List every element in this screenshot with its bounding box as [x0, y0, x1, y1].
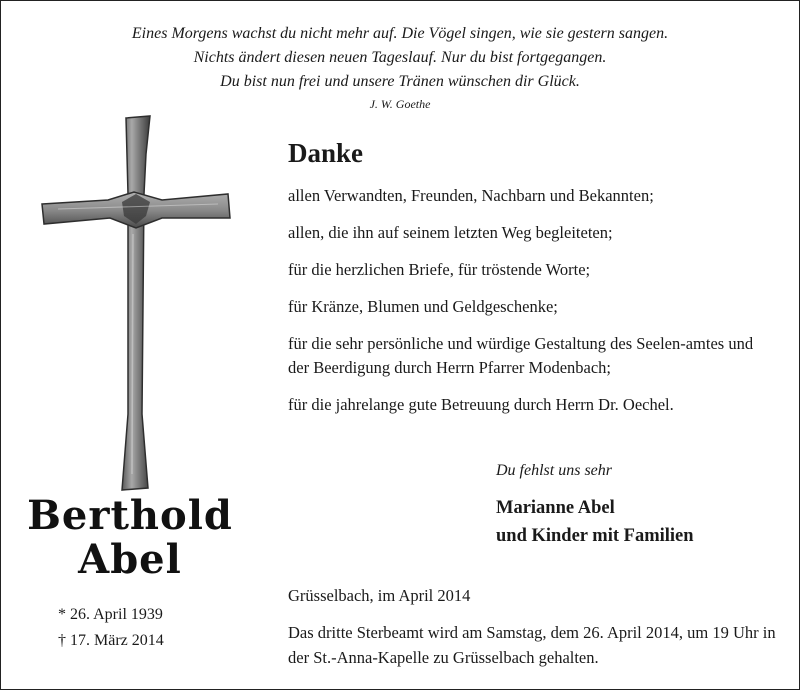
poem-line: Nichts ändert diesen neuen Tageslauf. Nur du bist fortgegangen. — [193, 49, 607, 66]
birth-date: * 26. April 1939 — [58, 606, 163, 623]
thanks-line: für die herzlichen Briefe, für tröstende Worte; — [288, 260, 591, 279]
thanks-line: allen Verwandten, Freunden, Nachbarn und Bekannten; — [288, 186, 654, 205]
service-notice: Das dritte Sterbeamt wird am Samstag, dem 26. April 2014, um 19 Uhr in der St.-Anna-Kapelle zu Grüsselbach gehalten. — [288, 623, 776, 667]
deceased-last-name: Abel — [78, 536, 182, 583]
closing-miss: Du fehlst uns sehr — [496, 462, 612, 479]
place-date: Grüsselbach, im April 2014 — [288, 586, 471, 605]
thanks-line: für die sehr persönliche und würdige Gestaltung des Seelen-amtes und der Beerdigung durch Herrn Pfarrer Modenbach; — [288, 334, 754, 377]
thanks-list — [288, 184, 778, 430]
thanks-line: für die jahrelange gute Betreuung durch Herrn Dr. Oechel. — [288, 395, 674, 414]
thanks-line: für Kränze, Blumen und Geldgeschenke; — [288, 297, 558, 316]
family-line-1: Marianne Abel — [496, 498, 615, 518]
deceased-first-name: Berthold — [27, 492, 233, 539]
poem-line: Du bist nun frei und unsere Tränen wünschen dir Glück. — [220, 73, 580, 90]
cross-icon — [38, 114, 234, 492]
thanks-line: allen, die ihn auf seinem letzten Weg begleiteten; — [288, 223, 613, 242]
poem-attribution: J. W. Goethe — [369, 97, 431, 111]
life-dates — [58, 602, 164, 654]
death-date: † 17. März 2014 — [58, 632, 164, 649]
poem — [0, 22, 800, 114]
thanks-heading: Danke — [288, 138, 364, 168]
family-line-2: und Kinder mit Familien — [496, 526, 694, 546]
family-signature — [496, 494, 694, 550]
poem-line: Eines Morgens wachst du nicht mehr auf. Die Vögel singen, wie sie gestern sangen. — [131, 25, 669, 42]
